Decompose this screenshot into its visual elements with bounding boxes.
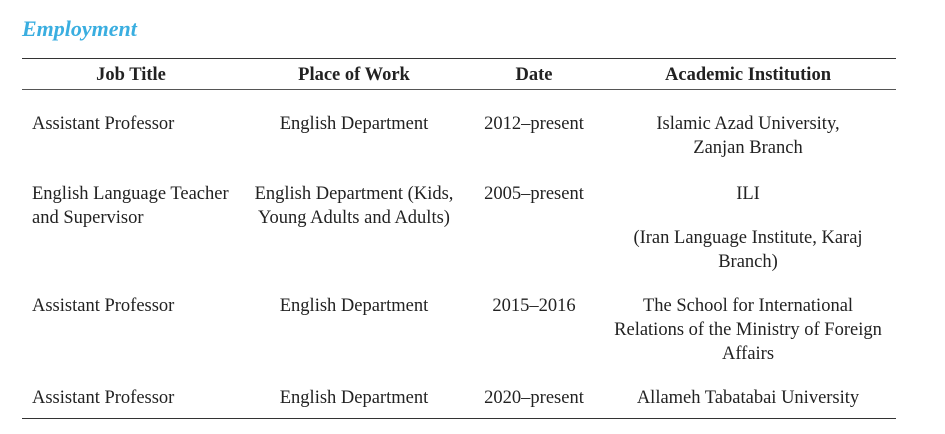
place-of-work-cell: English Department (Kids, Young Adults and Adults)	[254, 184, 454, 228]
date-cell: 2005–present	[484, 184, 584, 204]
header-date: Date	[468, 59, 600, 90]
institution-line: The School for International Relations of the Ministry of Foreign Affairs	[614, 296, 882, 364]
date-cell: 2015–2016	[492, 296, 576, 316]
table-header	[22, 59, 896, 90]
academic-institution-cell	[600, 274, 896, 366]
date-cell: 2012–present	[484, 114, 584, 134]
job-title-cell: Assistant Professor	[32, 114, 175, 134]
job-title-cell: English Language Teacher and Supervisor	[32, 184, 229, 228]
institution-line: (Iran Language Institute, Karaj Branch)	[633, 228, 863, 272]
table-row	[22, 274, 896, 366]
header-job-title: Job Title	[22, 59, 240, 90]
paragraph-gap	[606, 206, 890, 226]
academic-institution-cell	[600, 90, 896, 161]
table-row	[22, 366, 896, 419]
place-of-work-cell: English Department	[240, 366, 468, 419]
job-title-cell: Assistant Professor	[22, 366, 240, 419]
institution-line: ILI	[736, 184, 760, 204]
table-body	[22, 90, 896, 419]
header-row	[22, 59, 896, 90]
section-title-employment: Employment	[22, 16, 137, 41]
header-place-of-work: Place of Work	[240, 59, 468, 90]
date-cell: 2020–present	[468, 366, 600, 419]
place-of-work-cell: English Department	[279, 114, 429, 134]
academic-institution-cell	[600, 366, 896, 419]
header-academic-institution: Academic Institution	[600, 59, 896, 90]
institution-line: Zanjan Branch	[693, 138, 803, 158]
employment-table	[22, 58, 896, 419]
institution-line: Allameh Tabatabai University	[636, 388, 860, 408]
table-row	[22, 90, 896, 161]
table-row	[22, 160, 896, 274]
employment-table-container	[22, 58, 896, 419]
job-title-cell: Assistant Professor	[32, 296, 175, 316]
institution-line: Islamic Azad University,	[656, 114, 840, 134]
place-of-work-cell: English Department	[279, 296, 429, 316]
academic-institution-cell	[600, 160, 896, 274]
